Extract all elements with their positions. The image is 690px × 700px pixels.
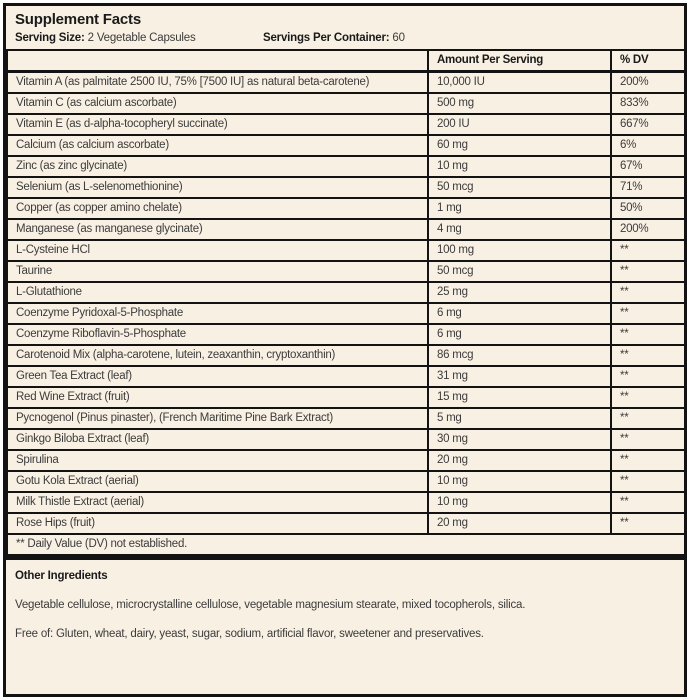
ingredient-name: Selenium (as L-selenomethionine) [7,177,428,198]
ingredient-amount: 10 mg [428,156,611,177]
table-row [7,450,685,471]
label-header [6,6,684,49]
ingredient-dv: ** [611,513,685,534]
table-row [7,114,685,135]
ingredient-name: Vitamin A (as palmitate 2500 IU, 75% [7500 IU] as natural beta-carotene) [7,72,428,94]
ingredient-amount: 15 mg [428,387,611,408]
ingredient-amount: 100 mg [428,240,611,261]
dv-footnote: ** Daily Value (DV) not established. [7,534,685,555]
table-row [7,429,685,450]
ingredient-name: Manganese (as manganese glycinate) [7,219,428,240]
table-row [7,492,685,513]
ingredient-amount: 25 mg [428,282,611,303]
ingredient-name: L-Glutathione [7,282,428,303]
table-row [7,513,685,534]
other-ingredients-list: Vegetable cellulose, microcrystalline cellulose, vegetable magnesium stearate, mixed tocopherols, silica. [15,599,526,611]
ingredient-name: Copper (as copper amino chelate) [7,198,428,219]
table-row [7,261,685,282]
ingredient-dv: 71% [611,177,685,198]
ingredient-dv: ** [611,429,685,450]
serving-info [15,31,675,46]
table-row [7,408,685,429]
header-amount-per-serving: Amount Per Serving [428,50,611,72]
ingredient-dv: ** [611,240,685,261]
header-percent-dv: % DV [611,50,685,72]
ingredient-amount: 200 IU [428,114,611,135]
ingredient-name: Milk Thistle Extract (aerial) [7,492,428,513]
ingredient-amount: 5 mg [428,408,611,429]
ingredient-name: Red Wine Extract (fruit) [7,387,428,408]
serving-size-value: 2 Vegetable Capsules [87,32,196,44]
other-ingredients-title: Other Ingredients [15,570,108,582]
footnote-row [7,534,685,555]
ingredient-dv: 200% [611,219,685,240]
ingredient-amount: 20 mg [428,450,611,471]
ingredient-dv: 200% [611,72,685,94]
table-header-row [7,50,685,72]
ingredient-amount: 10 mg [428,471,611,492]
ingredient-amount: 86 mcg [428,345,611,366]
table-row [7,72,685,94]
table-body [7,72,685,535]
label-title: Supplement Facts [15,11,141,28]
ingredient-amount: 6 mg [428,324,611,345]
ingredient-amount: 4 mg [428,219,611,240]
free-of-statement: Free of: Gluten, wheat, dairy, yeast, sugar, sodium, artificial flavor, sweetener and preservatives. [15,628,484,640]
table-row [7,345,685,366]
ingredient-amount: 6 mg [428,303,611,324]
ingredient-name: Gotu Kola Extract (aerial) [7,471,428,492]
ingredient-dv: 6% [611,135,685,156]
ingredient-dv: 667% [611,114,685,135]
ingredient-name: Coenzyme Pyridoxal-5-Phosphate [7,303,428,324]
ingredient-name: Zinc (as zinc glycinate) [7,156,428,177]
ingredient-name: L-Cysteine HCl [7,240,428,261]
ingredient-dv: ** [611,450,685,471]
label-box [3,3,687,697]
ingredient-dv: ** [611,471,685,492]
ingredient-amount: 500 mg [428,93,611,114]
table-row [7,135,685,156]
ingredient-dv: ** [611,261,685,282]
ingredient-dv: ** [611,345,685,366]
ingredient-amount: 50 mcg [428,177,611,198]
ingredient-dv: ** [611,408,685,429]
table-row [7,366,685,387]
ingredient-amount: 50 mcg [428,261,611,282]
ingredient-name: Green Tea Extract (leaf) [7,366,428,387]
table-row [7,219,685,240]
table-row [7,387,685,408]
ingredient-name: Pycnogenol (Pinus pinaster), (French Maritime Pine Bark Extract) [7,408,428,429]
table-row [7,303,685,324]
other-ingredients-section [6,556,684,694]
table-row [7,93,685,114]
table-row [7,156,685,177]
serving-size-label: Serving Size: [15,32,85,44]
ingredient-amount: 30 mg [428,429,611,450]
ingredient-amount: 10 mg [428,492,611,513]
ingredient-name: Vitamin C (as calcium ascorbate) [7,93,428,114]
ingredient-name: Taurine [7,261,428,282]
ingredient-dv: ** [611,492,685,513]
table-row [7,177,685,198]
ingredient-amount: 10,000 IU [428,72,611,94]
ingredient-amount: 1 mg [428,198,611,219]
ingredient-amount: 60 mg [428,135,611,156]
servings-per-container [263,32,405,44]
ingredient-dv: ** [611,303,685,324]
table-row [7,282,685,303]
ingredient-dv: ** [611,387,685,408]
ingredient-name: Rose Hips (fruit) [7,513,428,534]
table-row [7,471,685,492]
ingredient-dv: ** [611,324,685,345]
ingredient-dv: ** [611,366,685,387]
servings-per-container-label: Servings Per Container: [263,32,390,44]
servings-per-container-value: 60 [392,32,405,44]
ingredient-name: Ginkgo Biloba Extract (leaf) [7,429,428,450]
ingredient-name: Carotenoid Mix (alpha-carotene, lutein, zeaxanthin, cryptoxanthin) [7,345,428,366]
ingredient-dv: 833% [611,93,685,114]
ingredient-name: Spirulina [7,450,428,471]
table-row [7,240,685,261]
table-row [7,324,685,345]
ingredient-amount: 31 mg [428,366,611,387]
ingredient-dv: 50% [611,198,685,219]
ingredient-dv: 67% [611,156,685,177]
table-row [7,198,685,219]
header-nutrient-blank [7,50,428,72]
ingredient-name: Vitamin E (as d-alpha-tocopheryl succinate) [7,114,428,135]
serving-size [15,31,263,46]
ingredient-dv: ** [611,282,685,303]
ingredient-name: Coenzyme Riboflavin-5-Phosphate [7,324,428,345]
ingredient-amount: 20 mg [428,513,611,534]
ingredient-name: Calcium (as calcium ascorbate) [7,135,428,156]
supplement-facts-table [6,49,686,556]
